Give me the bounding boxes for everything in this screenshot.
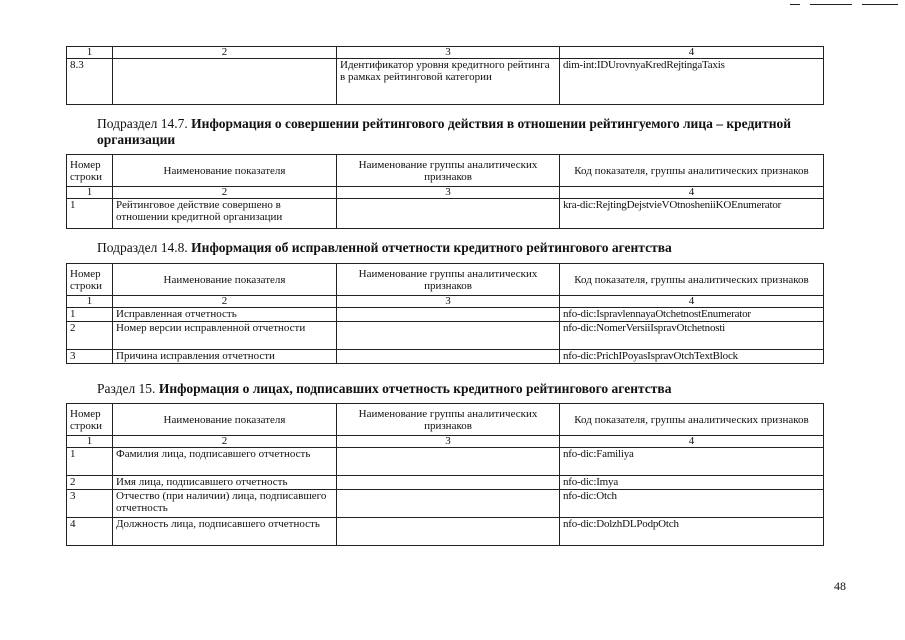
row-number: 1 bbox=[67, 199, 113, 229]
header-group-name: Наименование группы аналитических признаков bbox=[337, 155, 560, 187]
indicator-name: Номер версии исправленной отчетности bbox=[113, 322, 337, 350]
table-row bbox=[67, 448, 824, 476]
indicator-name: Фамилия лица, подписавшего отчетность bbox=[113, 448, 337, 476]
group-name bbox=[337, 350, 560, 364]
col-number: 3 bbox=[337, 187, 560, 199]
indicator-code: nfo-dic:PrichIPoyasIspravOtchTextBlock bbox=[560, 350, 824, 364]
column-number-row bbox=[67, 47, 824, 59]
section-title: Информация о лицах, подписавших отчетность кредитного рейтингового агентства bbox=[158, 381, 672, 396]
indicator-code: nfo-dic:Otch bbox=[560, 490, 824, 518]
indicator-code: dim-int:IDUrovnyaKredRejtingaTaxis bbox=[560, 59, 824, 105]
indicator-code: kra-dic:RejtingDejstvieVOtnosheniiKOEnumerator bbox=[560, 199, 824, 229]
table-14-8 bbox=[66, 263, 824, 364]
table-row bbox=[67, 322, 824, 350]
table-row bbox=[67, 59, 824, 105]
header-code: Код показателя, группы аналитических признаков bbox=[560, 264, 824, 296]
col-number: 4 bbox=[560, 296, 824, 308]
table-14-7 bbox=[66, 154, 824, 229]
group-name bbox=[337, 322, 560, 350]
header-code: Код показателя, группы аналитических признаков bbox=[560, 155, 824, 187]
header-group-name: Наименование группы аналитических признаков bbox=[337, 264, 560, 296]
col-number: 4 bbox=[560, 187, 824, 199]
indicator-name bbox=[113, 59, 337, 105]
col-number: 3 bbox=[337, 47, 560, 59]
col-number: 1 bbox=[67, 436, 113, 448]
group-name bbox=[337, 199, 560, 229]
header-row-number: Номер строки bbox=[67, 264, 113, 296]
header-indicator-name: Наименование показателя bbox=[113, 404, 337, 436]
header-row bbox=[67, 264, 824, 296]
indicator-name: Исправленная отчетность bbox=[113, 308, 337, 322]
top-table bbox=[66, 46, 824, 105]
col-number: 2 bbox=[113, 296, 337, 308]
table-row bbox=[67, 476, 824, 490]
page-number: 48 bbox=[834, 579, 846, 593]
indicator-code: nfo-dic:Familiya bbox=[560, 448, 824, 476]
col-number: 2 bbox=[113, 436, 337, 448]
section-prefix: Раздел 15. bbox=[97, 381, 156, 396]
group-name bbox=[337, 308, 560, 322]
col-number: 1 bbox=[67, 296, 113, 308]
column-number-row bbox=[67, 296, 824, 308]
section-title: Информация об исправленной отчетности кредитного рейтингового агентства bbox=[191, 240, 672, 255]
section-heading-14-7 bbox=[97, 116, 827, 148]
indicator-code: nfo-dic:NomerVersiiIspravOtchetnosti bbox=[560, 322, 824, 350]
header-indicator-name: Наименование показателя bbox=[113, 264, 337, 296]
top-rule-2 bbox=[810, 4, 852, 5]
indicator-name: Рейтинговое действие совершено в отношении кредитной организации bbox=[113, 199, 337, 229]
top-rule-3 bbox=[862, 4, 898, 5]
indicator-name: Должность лица, подписавшего отчетность bbox=[113, 518, 337, 546]
section-heading-15 bbox=[97, 381, 827, 397]
group-name bbox=[337, 448, 560, 476]
header-code: Код показателя, группы аналитических признаков bbox=[560, 404, 824, 436]
top-rule-1 bbox=[790, 4, 800, 5]
row-number: 2 bbox=[67, 322, 113, 350]
col-number: 2 bbox=[113, 47, 337, 59]
row-number: 2 bbox=[67, 476, 113, 490]
group-name bbox=[337, 518, 560, 546]
col-number: 1 bbox=[67, 187, 113, 199]
column-number-row bbox=[67, 187, 824, 199]
table-row bbox=[67, 490, 824, 518]
indicator-name: Причина исправления отчетности bbox=[113, 350, 337, 364]
indicator-code: nfo-dic:Imya bbox=[560, 476, 824, 490]
row-number: 8.3 bbox=[67, 59, 113, 105]
table-row bbox=[67, 350, 824, 364]
section-title: Информация о совершении рейтингового действия в отношении рейтингуемого лица – кредитной организации bbox=[97, 116, 791, 147]
header-row-number: Номер строки bbox=[67, 404, 113, 436]
table-row bbox=[67, 518, 824, 546]
indicator-code: nfo-dic:DolzhDLPodpOtch bbox=[560, 518, 824, 546]
col-number: 1 bbox=[67, 47, 113, 59]
group-name bbox=[337, 490, 560, 518]
col-number: 4 bbox=[560, 47, 824, 59]
section-heading-14-8 bbox=[97, 240, 827, 256]
col-number: 4 bbox=[560, 436, 824, 448]
section-prefix: Подраздел 14.7. bbox=[97, 116, 188, 131]
row-number: 4 bbox=[67, 518, 113, 546]
col-number: 2 bbox=[113, 187, 337, 199]
row-number: 1 bbox=[67, 448, 113, 476]
row-number: 1 bbox=[67, 308, 113, 322]
indicator-name: Отчество (при наличии) лица, подписавшего отчетность bbox=[113, 490, 337, 518]
group-name bbox=[337, 476, 560, 490]
row-number: 3 bbox=[67, 490, 113, 518]
table-row bbox=[67, 308, 824, 322]
header-row bbox=[67, 155, 824, 187]
row-number: 3 bbox=[67, 350, 113, 364]
col-number: 3 bbox=[337, 296, 560, 308]
col-number: 3 bbox=[337, 436, 560, 448]
group-name: Идентификатор уровня кредитного рейтинга в рамках рейтинговой категории bbox=[337, 59, 560, 105]
indicator-name: Имя лица, подписавшего отчетность bbox=[113, 476, 337, 490]
column-number-row bbox=[67, 436, 824, 448]
header-row bbox=[67, 404, 824, 436]
header-indicator-name: Наименование показателя bbox=[113, 155, 337, 187]
table-row bbox=[67, 199, 824, 229]
header-row-number: Номер строки bbox=[67, 155, 113, 187]
indicator-code: nfo-dic:IspravlennayaOtchetnostEnumerator bbox=[560, 308, 824, 322]
table-15 bbox=[66, 403, 824, 546]
header-group-name: Наименование группы аналитических признаков bbox=[337, 404, 560, 436]
section-prefix: Подраздел 14.8. bbox=[97, 240, 188, 255]
